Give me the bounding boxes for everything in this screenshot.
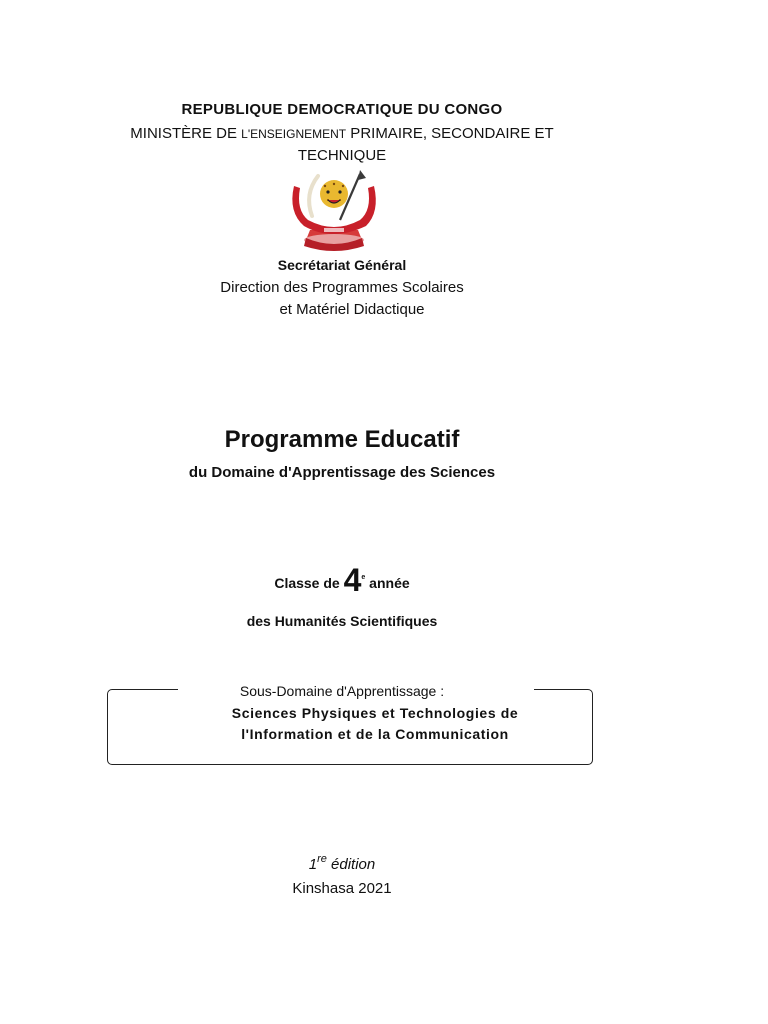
subdomain-label: Sous-Domaine d'Apprentissage : — [239, 683, 445, 699]
subdomain-line-1: Sciences Physiques et Technologies de — [231, 705, 519, 721]
programme-title: Programme Educatif — [224, 426, 460, 453]
classe-suffix: année — [365, 575, 410, 591]
subdomain-line-2: l'Information et de la Communication — [241, 726, 509, 742]
direction-line-2: et Matériel Didactique — [279, 301, 425, 318]
city-year: Kinshasa 2021 — [292, 880, 392, 897]
ministry-line-2: TECHNIQUE — [297, 147, 387, 164]
classe-prefix: Classe de — [274, 575, 344, 591]
edition-number: 1 — [308, 856, 318, 873]
ministry-suffix: PRIMAIRE, SECONDAIRE ET — [346, 125, 554, 142]
classe-sup: e — [361, 574, 366, 581]
secretariat-title: Secrétariat Général — [277, 257, 407, 273]
humanites-line: des Humanités Scientifiques — [246, 613, 438, 629]
edition-word: édition — [326, 856, 376, 873]
ministry-line-1 — [0, 125, 684, 142]
ministry-prefix: MINISTÈRE DE — [130, 125, 242, 142]
classe-number: 4 — [343, 562, 362, 598]
edition-sup: re — [317, 853, 327, 865]
direction-line-1: Direction des Programmes Scolaires — [220, 279, 464, 296]
coat-of-arms-icon — [284, 168, 384, 254]
classe-line — [0, 562, 684, 599]
republic-heading: REPUBLIQUE DEMOCRATIQUE DU CONGO — [181, 101, 503, 118]
programme-subtitle: du Domaine d'Apprentissage des Sciences — [188, 464, 496, 481]
edition-line — [0, 853, 684, 873]
ministry-smallcaps: L'ENSEIGNEMENT — [241, 127, 347, 141]
